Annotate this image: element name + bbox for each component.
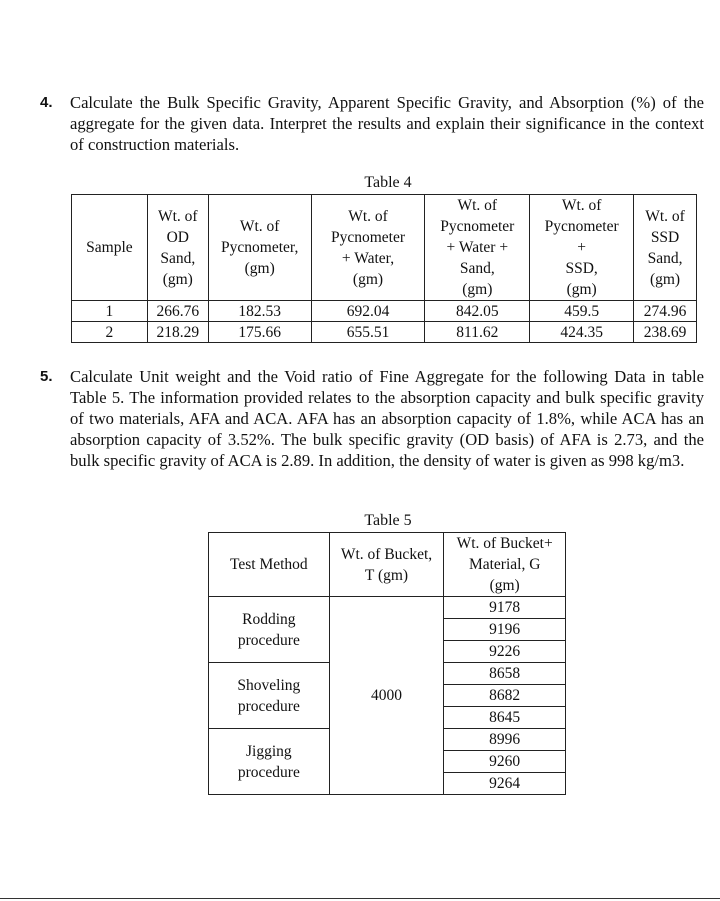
table-5 <box>208 532 566 795</box>
cell: 182.53 <box>208 301 311 322</box>
cell: 655.51 <box>311 322 425 343</box>
cell: 175.66 <box>208 322 311 343</box>
cell: 266.76 <box>147 301 208 322</box>
cell: 9178 <box>444 597 566 619</box>
bucket-weight-value: 4000 <box>329 597 444 795</box>
question-5-text: Calculate Unit weight and the Void ratio of Fine Aggregate for the following Data in table Table 5. The information provided relates to the absorption capacity and bulk specific gravity of two materials, AFA and ACA. AFA has an absorption capacity of 1.8%, while ACA has an absorption capacity of 3.52%. The bulk specific gravity (OD basis) of AFA is 2.73, and the bulk specific gravity of ACA is 2.89. In addition, the density of water is given as 998 kg/m3. <box>70 367 704 470</box>
cell: 811.62 <box>425 322 530 343</box>
method-shoveling: Shoveling procedure <box>209 663 330 729</box>
cell: 842.05 <box>425 301 530 322</box>
question-4 <box>40 92 704 155</box>
header-pycnometer-water-sand: Wt. of Pycnometer + Water + Sand, (gm) <box>425 195 530 301</box>
cell: 9264 <box>444 773 566 795</box>
cell: 1 <box>72 301 148 322</box>
table-4 <box>71 194 697 343</box>
method-rodding: Rodding procedure <box>209 597 330 663</box>
cell: 692.04 <box>311 301 425 322</box>
cell: 238.69 <box>634 322 697 343</box>
table-4-caption: Table 4 <box>364 174 412 191</box>
question-5-number: 5. <box>40 368 53 385</box>
cell: 9260 <box>444 751 566 773</box>
bottom-divider <box>0 898 720 899</box>
cell: 2 <box>72 322 148 343</box>
table-row <box>209 597 566 619</box>
header-bucket-material-weight: Wt. of Bucket+ Material, G (gm) <box>444 533 566 597</box>
cell: 274.96 <box>634 301 697 322</box>
cell: 459.5 <box>530 301 634 322</box>
cell: 9226 <box>444 641 566 663</box>
table-4-header-row <box>72 195 697 301</box>
cell: 8996 <box>444 729 566 751</box>
header-pycnometer-ssd: Wt. of Pycnometer + SSD, (gm) <box>530 195 634 301</box>
cell: 8682 <box>444 685 566 707</box>
table-row <box>72 322 697 343</box>
header-sample: Sample <box>72 195 148 301</box>
method-jigging: Jigging procedure <box>209 729 330 795</box>
table-5-caption: Table 5 <box>364 512 412 529</box>
header-pycnometer: Wt. of Pycnometer, (gm) <box>208 195 311 301</box>
question-5 <box>40 366 704 471</box>
cell: 8645 <box>444 707 566 729</box>
header-ssd-sand: Wt. of SSD Sand, (gm) <box>634 195 697 301</box>
table-row <box>72 301 697 322</box>
cell: 8658 <box>444 663 566 685</box>
cell: 218.29 <box>147 322 208 343</box>
cell: 424.35 <box>530 322 634 343</box>
header-od-sand: Wt. of OD Sand, (gm) <box>147 195 208 301</box>
question-4-text: Calculate the Bulk Specific Gravity, Apparent Specific Gravity, and Absorption (%) of the aggregate for the given data. Interpret the results and explain their significance in the context of construction materials. <box>70 93 704 154</box>
header-pycnometer-water: Wt. of Pycnometer + Water, (gm) <box>311 195 425 301</box>
header-test-method: Test Method <box>209 533 330 597</box>
cell: 9196 <box>444 619 566 641</box>
table-5-header-row <box>209 533 566 597</box>
header-bucket-weight: Wt. of Bucket, T (gm) <box>329 533 444 597</box>
question-4-number: 4. <box>40 94 53 111</box>
